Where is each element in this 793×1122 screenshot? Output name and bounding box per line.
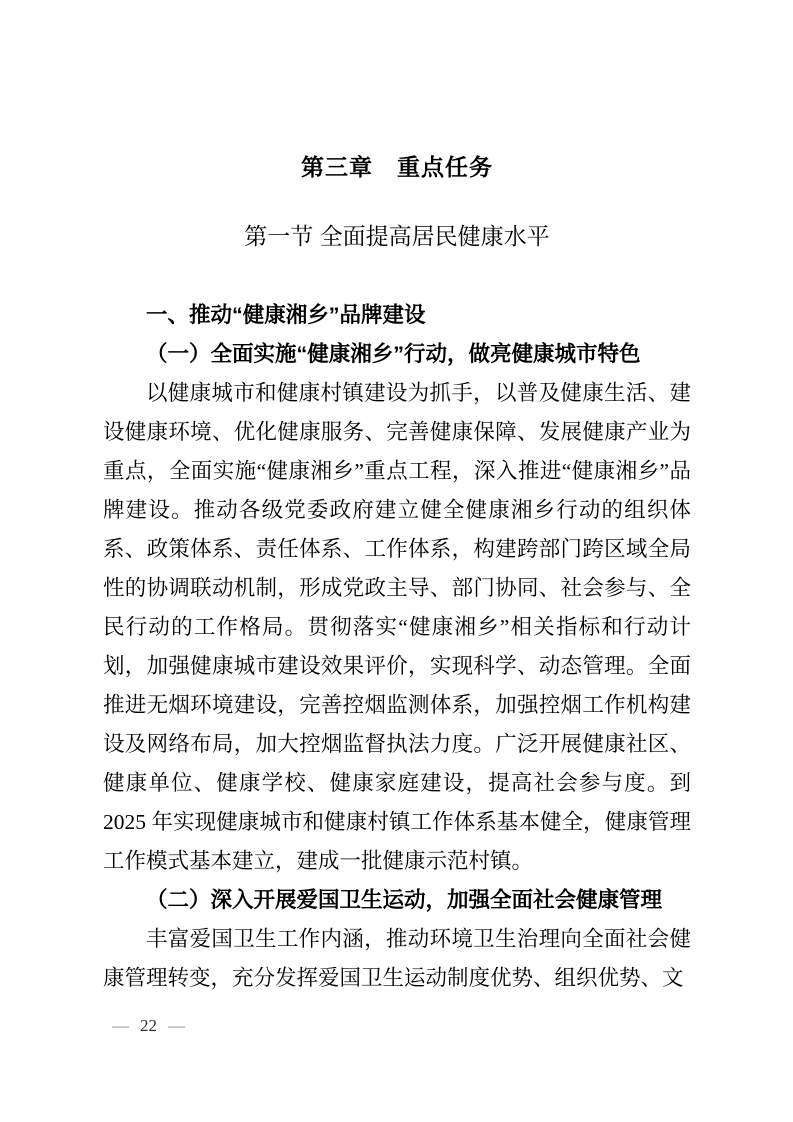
sub-heading-1: （一）全面实施“健康湘乡”行动，做亮健康城市特色 — [146, 342, 641, 366]
paragraph-1: 以健康城市和健康村镇建设为抓手，以普及健康生活、建设健康环境、优化健康服务、完善健康保障、发展健康产业为重点，全面实施“健康湘乡”重点工程，深入推进“健康湘乡”品牌建设。推动各级党委政府建立健全健康湘乡行动的组织体系、政策体系、责任体系、工作体系，构建跨部门跨区域全局性的协调联动机制，形成党政主导、部门协同、社会参与、全民行动的工作格局。贯彻落实“健康湘乡”相关指标和行动计划，加强健康城市建设效果评价，实现科学、动态管理。全面推进无烟环境建设，完善控烟监测体系，加强控烟工作机构建设及网络布局，加大控烟监督执法力度。广泛开展健康社区、健康单位、健康学校、健康家庭建设，提高社会参与度。到 2025 年实现健康城市和健康村镇工作体系基本健全，健康管理工作模式基本建立，建成一批健康示范村镇。 — [103, 381, 691, 873]
page-number: 22 — [140, 1016, 157, 1035]
page-footer — [112, 1013, 185, 1039]
section-title: 第一节 全面提高居民健康水平 — [244, 223, 550, 249]
sub-heading-2: （二）深入开展爱国卫生运动，加强全面社会健康管理 — [146, 888, 663, 912]
document-body — [103, 296, 691, 998]
footer-dash-right: — — [168, 1016, 185, 1035]
paragraph-2: 丰富爱国卫生工作内涵，推动环境卫生治理向全面社会健康管理转变，充分发挥爱国卫生运动制度优势、组织优势、文 — [103, 927, 691, 990]
page-content-area — [103, 0, 691, 998]
footer-dash-left: — — [112, 1016, 129, 1035]
chapter-title: 第三章 重点任务 — [301, 154, 493, 180]
heading-level-1: 一、推动“健康湘乡”品牌建设 — [146, 303, 426, 327]
